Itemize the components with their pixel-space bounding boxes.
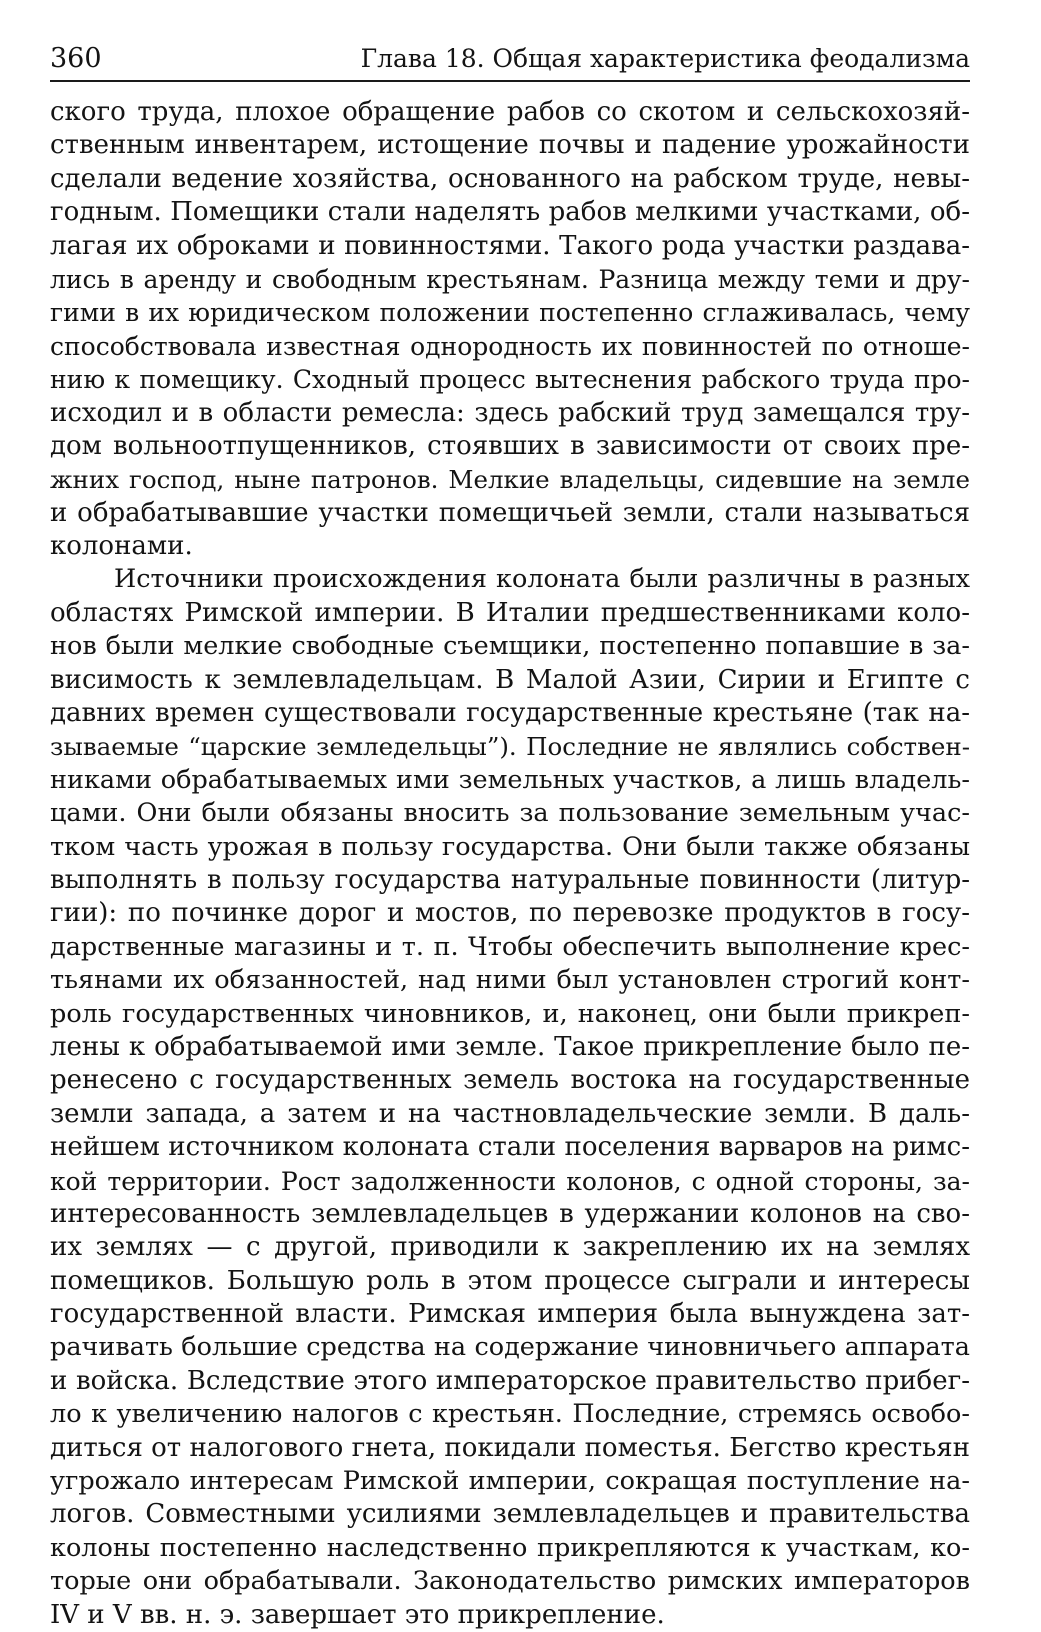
- text-line: цами. Они были обязаны вносить за пользование земельным учас-: [50, 798, 970, 829]
- text-line: нов были мелкие свободные съемщики, постепенно попавшие в за-: [50, 631, 970, 662]
- text-line: торые они обрабатывали. Законодательство римских императоров: [50, 1566, 970, 1597]
- text-line: гими в их юридическом положении постепенно сглаживалась, чему: [50, 298, 970, 328]
- text-line: колоны постепенно наследственно прикрепляются к участкам, ко-: [50, 1532, 970, 1563]
- text-line: давних времен существовали государственные крестьяне (так на-: [50, 698, 970, 729]
- text-line: ло к увеличению налогов с крестьян. Последние, стремясь освобо-: [50, 1399, 970, 1430]
- text-line: IV и V вв. н. э. завершает это прикрепление.: [50, 1599, 665, 1630]
- text-line: никами обрабатываемых ими земельных участков, а лишь владель-: [50, 764, 970, 795]
- text-line: рачивать большие средства на содержание чиновничьего аппарата: [50, 1332, 970, 1363]
- text-line: ственным инвентарем, истощение почвы и падение урожайности: [50, 130, 970, 161]
- text-line: государственной власти. Римская империя была вынуждена зат-: [50, 1299, 970, 1330]
- text-line: областях Римской империи. В Италии предшественниками коло-: [50, 597, 970, 628]
- text-line: роль государственных чиновников, и, наконец, они были прикреп-: [50, 998, 970, 1029]
- text-line: диться от налогового гнета, покидали поместья. Бегство крестьян: [50, 1432, 970, 1463]
- text-line: угрожало интересам Римской империи, сокращая поступление на-: [50, 1466, 970, 1497]
- text-line: нейшем источником колоната стали поселения варваров на римс-: [50, 1132, 970, 1163]
- text-line: зываемые “царские земледельцы”). Последние не являлись собствен-: [50, 732, 970, 762]
- page-number: 360: [50, 43, 102, 74]
- text-line: нию к помещику. Сходный процесс вытеснения рабского труда про-: [50, 365, 970, 395]
- text-line: способствовала известная однородность их повинностей по отноше-: [50, 331, 970, 361]
- text-line: Источники происхождения колоната были различны в разных: [114, 564, 970, 595]
- text-line: земли запада, а затем и на частновладельческие земли. В даль-: [50, 1098, 970, 1129]
- book-page: [50, 0, 970, 1630]
- text-line: сделали ведение хозяйства, основанного на рабском труде, невы-: [50, 163, 970, 194]
- text-line: выполнять в пользу государства натуральные повинности (литур-: [50, 864, 970, 895]
- text-line: и войска. Вследствие этого императорское правительство прибег-: [50, 1365, 970, 1396]
- text-line: помещиков. Большую роль в этом процессе сыграли и интересы: [50, 1265, 970, 1296]
- text-line: их землях — с другой, приводили к закреплению их на землях: [50, 1232, 970, 1263]
- text-line: гии): по починке дорог и мостов, по перевозке продуктов в госу-: [50, 898, 970, 929]
- text-line: лись в аренду и свободным крестьянам. Разница между теми и дру-: [50, 264, 970, 294]
- paragraph: [50, 563, 970, 1632]
- chapter-title: Глава 18. Общая характеристика феодализма: [360, 44, 970, 73]
- text-line: жних господ, ныне патронов. Мелкие владельцы, сидевшие на земле: [50, 465, 970, 495]
- body-text: [50, 96, 970, 1632]
- text-line: интересованность землевладельцев в удержании колонов на сво-: [50, 1198, 970, 1229]
- text-line: лагая их оброками и повинностями. Такого рода участки раздава-: [50, 230, 970, 261]
- running-header: [50, 40, 970, 82]
- text-line: тьянами их обязанностей, над ними был установлен строгий конт-: [50, 965, 970, 996]
- text-line: исходил и в области ремесла: здесь рабский труд замещался тру-: [50, 397, 970, 428]
- text-line: тком часть урожая в пользу государства. Они были также обязаны: [50, 831, 970, 862]
- text-line: дарственные магазины и т. п. Чтобы обеспечить выполнение крес-: [50, 931, 970, 962]
- text-line: колонами.: [50, 531, 193, 562]
- text-line: висимость к землевладельцам. В Малой Азии, Сирии и Египте с: [50, 664, 970, 695]
- text-line: и обрабатывавшие участки помещичьей земли, стали называться: [50, 497, 970, 528]
- text-line: годным. Помещики стали наделять рабов мелкими участками, об-: [50, 197, 970, 228]
- text-line: лены к обрабатываемой ими земле. Такое прикрепление было пе-: [50, 1031, 970, 1062]
- paragraph: [50, 96, 970, 563]
- text-line: ренесено с государственных земель востока на государственные: [50, 1065, 970, 1096]
- text-line: ского труда, плохое обращение рабов со скотом и сельскохозяй-: [50, 97, 970, 127]
- text-line: логов. Совместными усилиями землевладельцев и правительства: [50, 1499, 970, 1530]
- text-line: дом вольноотпущенников, стоявших в зависимости от своих пре-: [50, 430, 970, 461]
- text-line: кой территории. Рост задолженности колонов, с одной стороны, за-: [50, 1166, 970, 1196]
